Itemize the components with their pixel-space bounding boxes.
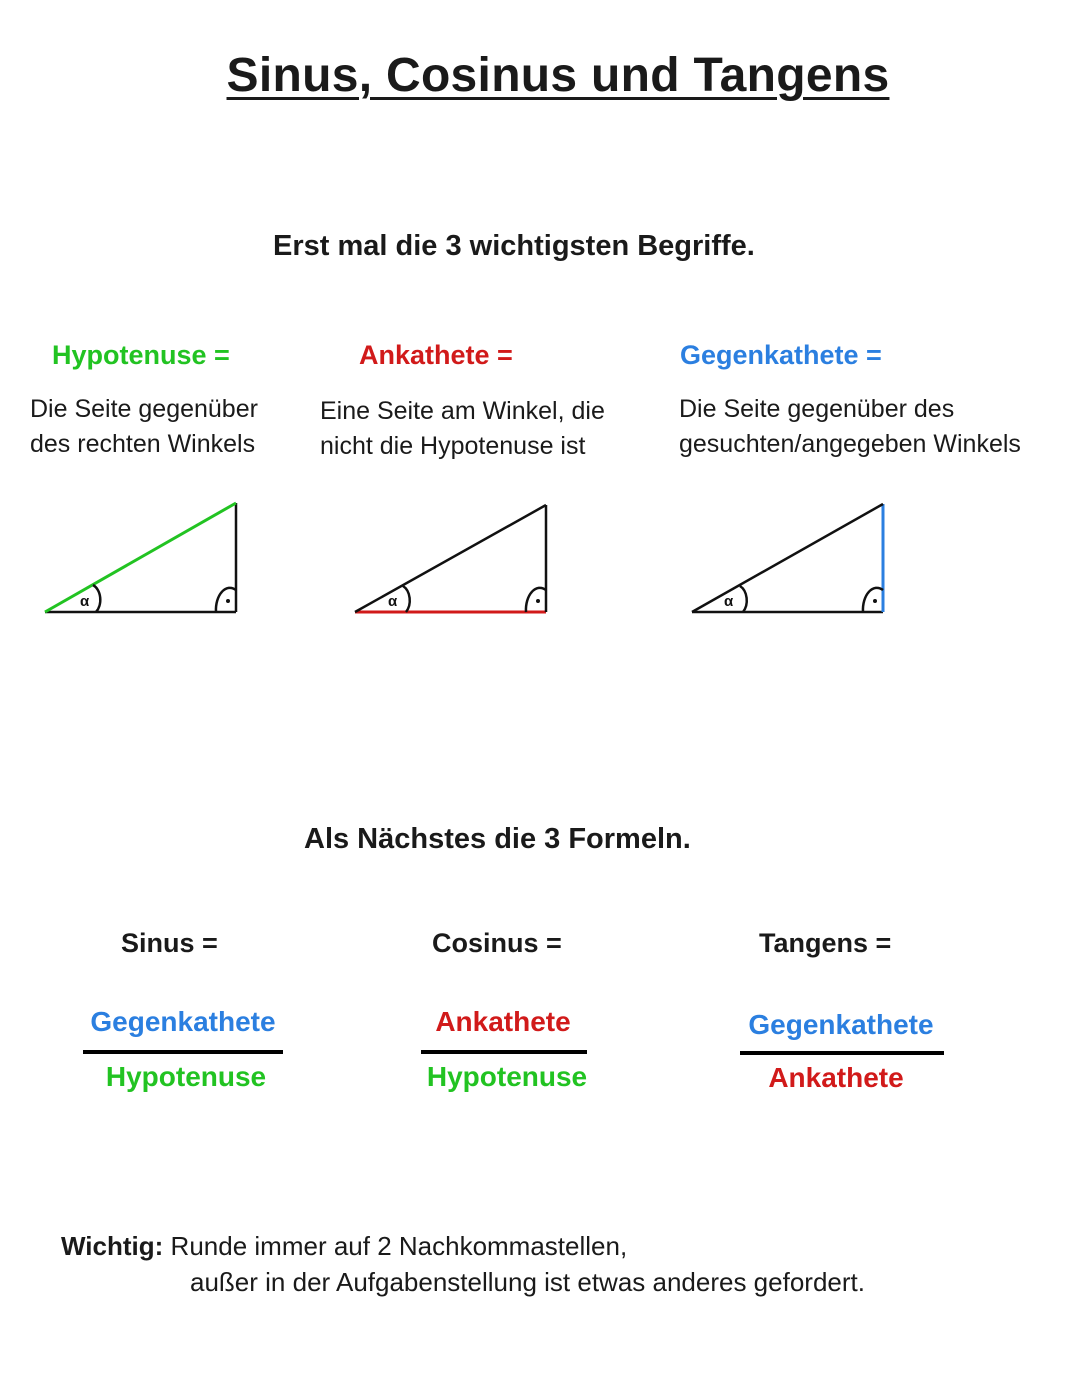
term-desc-hypotenuse — [30, 392, 258, 462]
fraction-line — [83, 1050, 283, 1054]
triangle-hypotenuse-diagram — [40, 500, 240, 620]
right-angle-arc — [216, 588, 236, 612]
desc-line: Die Seite gegenüber des — [679, 395, 955, 423]
term-desc-gegenkathete — [679, 392, 1021, 462]
alpha-symbol: α — [724, 593, 734, 610]
formula-numerator-cosinus: Ankathete — [435, 1006, 571, 1037]
fraction-line — [740, 1051, 944, 1055]
alpha-symbol: α — [80, 593, 90, 610]
right-angle-arc — [526, 588, 546, 612]
triangle-ankathete-diagram — [352, 500, 552, 620]
right-angle-dot — [226, 599, 230, 603]
formula-label-sinus: Sinus = — [121, 928, 218, 958]
term-label-hypotenuse: Hypotenuse = — [52, 340, 230, 370]
fraction-line — [421, 1050, 587, 1054]
formula-label-cosinus: Cosinus = — [432, 928, 562, 958]
triangle-hypotenuse — [692, 504, 883, 612]
formula-numerator-sinus: Gegenkathete — [90, 1006, 276, 1037]
important-note — [61, 1228, 627, 1264]
right-angle-dot — [873, 599, 877, 603]
formula-denominator-tangens: Ankathete — [768, 1062, 904, 1093]
desc-line: gesuchten/angegeben Winkels — [679, 430, 1021, 458]
note-line1: Runde immer auf 2 Nachkommastellen, — [170, 1231, 628, 1261]
triangle-gegenkathete-diagram — [689, 500, 889, 620]
formula-denominator-sinus: Hypotenuse — [105, 1061, 267, 1092]
angle-arc — [93, 585, 100, 612]
right-angle-arc — [863, 588, 883, 612]
desc-line: Die Seite gegenüber — [30, 395, 258, 423]
desc-line: des rechten Winkels — [30, 430, 256, 458]
desc-line: nicht die Hypotenuse ist — [320, 432, 586, 460]
desc-line: Eine Seite am Winkel, die — [320, 397, 605, 425]
triangle-hypotenuse — [45, 503, 236, 612]
note-label: Wichtig: — [61, 1231, 164, 1261]
formula-label-tangens: Tangens = — [759, 928, 892, 958]
term-label-gegenkathete: Gegenkathete = — [680, 340, 882, 370]
term-desc-ankathete — [320, 394, 605, 464]
formulas-heading: Als Nächstes die 3 Formeln. — [304, 823, 691, 855]
triangle-hypotenuse — [355, 505, 546, 612]
formula-numerator-tangens: Gegenkathete — [748, 1009, 934, 1040]
page-title: Sinus, Cosinus und Tangens — [226, 49, 890, 102]
note-line2: außer in der Aufgabenstellung ist etwas anderes gefordert. — [190, 1267, 865, 1297]
term-label-ankathete: Ankathete = — [359, 340, 513, 370]
angle-arc — [403, 586, 410, 612]
right-angle-dot — [536, 599, 540, 603]
terms-heading: Erst mal die 3 wichtigsten Begriffe. — [273, 230, 755, 262]
angle-arc — [740, 586, 747, 612]
alpha-symbol: α — [388, 593, 398, 610]
formula-denominator-cosinus: Hypotenuse — [426, 1061, 588, 1092]
